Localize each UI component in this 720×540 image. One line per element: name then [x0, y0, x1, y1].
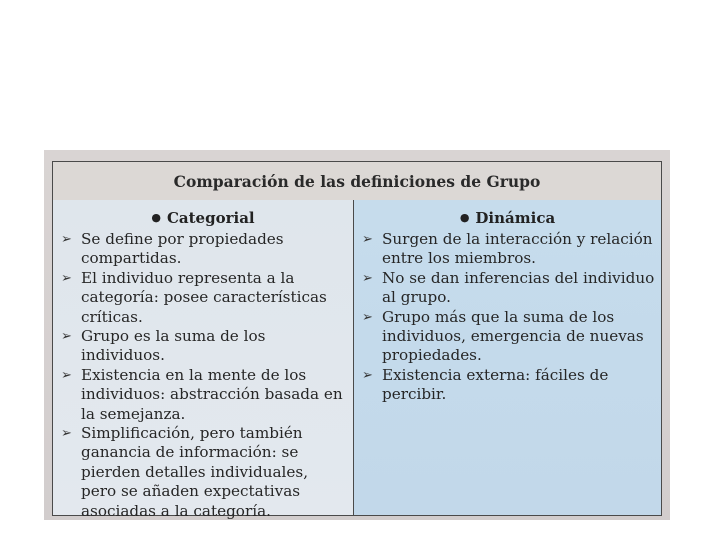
column-heading	[354, 208, 661, 228]
list-item	[59, 269, 347, 327]
list-item-text: Grupo más que la suma de los individuos, emergencia de nuevas propiedades.	[382, 307, 644, 365]
bullet-icon: ●	[459, 211, 470, 224]
list-item-text: Simplificación, pero también ganancia de información: se pierden detalles individuales, pero se añaden expectativas asociadas a la categoría.	[81, 424, 309, 520]
list-item	[59, 327, 347, 366]
bullet-icon: ●	[151, 211, 161, 224]
item-list	[53, 230, 353, 521]
column-heading-label: Categorial	[166, 209, 255, 227]
list-item-text: Grupo es la suma de los individuos.	[81, 327, 266, 365]
arrowhead-bullet-icon: ➢	[362, 309, 373, 325]
table-title: Comparación de las definiciones de Grupo	[53, 162, 661, 201]
arrowhead-bullet-icon: ➢	[61, 232, 72, 247]
column-dinamica	[354, 200, 661, 515]
list-item	[360, 230, 655, 269]
list-item-text: Surgen de la interacción y relación entre los miembros.	[382, 230, 653, 268]
list-item	[59, 424, 347, 521]
list-item	[360, 308, 655, 366]
arrowhead-bullet-icon: ➢	[61, 270, 72, 286]
list-item-text: Existencia en la mente de los individuos: abstracción basada en la semejanza.	[81, 365, 343, 423]
list-item-text: No se dan inferencias del individuo al grupo.	[382, 268, 655, 307]
arrowhead-bullet-icon: ➢	[61, 367, 72, 383]
column-heading-label: Dinámica	[475, 209, 556, 227]
list-item	[59, 366, 347, 424]
list-item-text: Se define por propiedades compartidas.	[81, 230, 284, 268]
arrowhead-bullet-icon: ➢	[362, 367, 373, 383]
arrowhead-bullet-icon: ➢	[362, 270, 373, 286]
arrowhead-bullet-icon: ➢	[61, 329, 72, 345]
column-heading	[53, 208, 353, 228]
arrowhead-bullet-icon: ➢	[362, 232, 373, 247]
comparison-table	[52, 161, 662, 520]
item-list	[354, 230, 661, 405]
list-item-text: El individuo representa a la categoría: posee características críticas.	[81, 268, 327, 326]
list-item-text: Existencia externa: fáciles de percibir.	[382, 365, 609, 404]
list-item	[360, 269, 655, 308]
column-categorial	[53, 200, 354, 520]
list-item	[360, 366, 655, 405]
list-item	[59, 230, 347, 269]
arrowhead-bullet-icon: ➢	[61, 426, 72, 442]
